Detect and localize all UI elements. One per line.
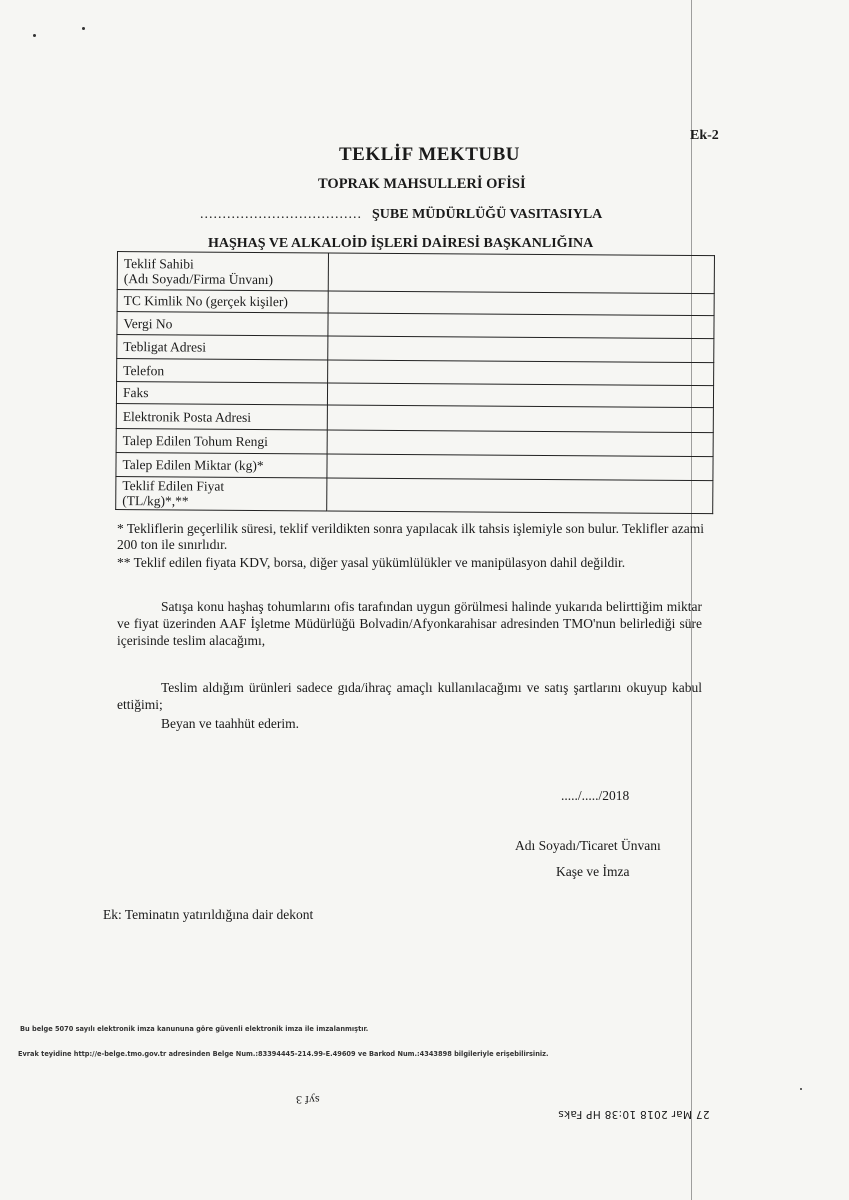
form-label-text: Teklif Sahibi	[123, 255, 194, 272]
form-row-label	[116, 428, 327, 453]
branch-heading	[200, 207, 602, 223]
verification-notice: Evrak teyidine http://e-belge.tmo.gov.tr adresinden Belge Num.:83394445-214.99-E.49609 ve Barkod Num.:4343898 bilgileriyle erişebilirsiniz.	[18, 1050, 549, 1058]
declaration-text-1: Satışa konu haşhaş tohumlarını ofis tarafından uygun görülmesi halinde yukarıda belirttiğim miktar ve fiyat üzerinden AAF İşletme Müdürlüğü Bolvadin/Afyonkarahisar adresinden TMO'nun belirlediği süre içerisinde teslim alacağımı,	[117, 599, 702, 648]
footnote-2: ** Teklif edilen fiyata KDV, borsa, diğer yasal yükümlülükler ve manipülasyon dahil değildir.	[117, 555, 626, 570]
page-number: syf 3	[296, 1093, 320, 1107]
form-row-label	[117, 335, 328, 360]
page-title-text: TEKLİF MEKTUBU	[338, 144, 520, 165]
form-label-subtext: (Adı Soyadı/Firma Ünvanı)	[123, 270, 274, 287]
declaration-closing: Beyan ve taahhüt ederim.	[161, 716, 299, 731]
scan-speck	[82, 27, 85, 30]
form-row-value[interactable]	[328, 336, 714, 363]
signature-stamp-line: Kaşe ve İmza	[556, 864, 630, 879]
form-row-label	[116, 403, 327, 429]
form-label-text: Vergi No	[123, 315, 173, 331]
form-row-label	[116, 452, 327, 477]
form-label-text: Faks	[122, 385, 149, 401]
form-row-label	[117, 290, 328, 313]
form-row	[117, 252, 714, 294]
declaration-paragraph-1	[117, 598, 702, 649]
form-label-text: Talep Edilen Miktar (kg)*	[122, 457, 264, 474]
form-label-text: Teklif Edilen Fiyat	[122, 478, 225, 494]
form-row-value[interactable]	[328, 253, 714, 294]
org-heading: TOPRAK MAHSULLERİ OFİSİ	[318, 176, 526, 192]
form-label-text: Elektronik Posta Adresi	[122, 408, 252, 425]
form-row-label	[117, 312, 328, 336]
form-row-value[interactable]	[327, 405, 713, 433]
e-signature-notice: Bu belge 5070 sayılı elektronik imza kanununa göre güvenli elektronik imza ile imzalanmıştır.	[20, 1025, 369, 1033]
declaration-paragraph-2	[117, 679, 702, 713]
scan-speck	[800, 1088, 802, 1090]
form-row-value[interactable]	[327, 430, 713, 457]
form-label-text: Telefon	[123, 362, 165, 378]
form-row-value[interactable]	[328, 360, 714, 386]
form-row-label	[117, 359, 328, 383]
form-row-value[interactable]	[327, 478, 713, 514]
declaration-text-2: Teslim aldığım ürünleri sadece gıda/ihraç amaçlı kullanılacağımı ve satış şartlarını okuyup kabul ettiğimi;	[117, 680, 702, 712]
form-row-value[interactable]	[328, 313, 714, 339]
fax-header: 27 Mar 2018 10:38 HP Faks	[558, 1108, 710, 1120]
form-row-label	[117, 252, 328, 291]
date-field: ...../...../2018	[561, 788, 630, 803]
form-row-label	[116, 476, 327, 510]
form-row-value[interactable]	[327, 383, 713, 408]
form-label-text: Talep Edilen Tohum Rengi	[122, 433, 268, 450]
form-row-value[interactable]	[328, 291, 714, 316]
branch-text: ŞUBE MÜDÜRLÜĞÜ VASITASIYLA	[372, 207, 603, 222]
form-label-text: Tebligat Adresi	[123, 339, 207, 355]
form-label-text: TC Kimlik No (gerçek kişiler)	[123, 293, 288, 310]
form-row-label	[116, 382, 327, 405]
page-title	[0, 144, 849, 166]
attachment-note: Ek: Teminatın yatırıldığına dair dekont	[103, 907, 314, 922]
annex-label: Ek-2	[690, 128, 719, 143]
signature-name-line: Adı Soyadı/Ticaret Ünvanı	[515, 838, 661, 853]
form-row-value[interactable]	[327, 454, 713, 481]
form-row	[116, 476, 713, 513]
form-label-subtext: (TL/kg)*,**	[122, 493, 189, 509]
footnotes	[117, 521, 717, 571]
branch-blank: ....................................	[200, 207, 362, 222]
department-heading: HAŞHAŞ VE ALKALOİD İŞLERİ DAİRESİ BAŞKANLIĞINA	[208, 236, 594, 251]
scan-speck	[33, 34, 36, 37]
footnote-1: * Tekliflerin geçerlilik süresi, teklif verildikten sonra yapılacak ilk tahsis işlemiyle son bulur. Teklifler azami 200 ton ile sınırlıdır.	[117, 521, 704, 552]
offer-form-table	[115, 251, 715, 514]
